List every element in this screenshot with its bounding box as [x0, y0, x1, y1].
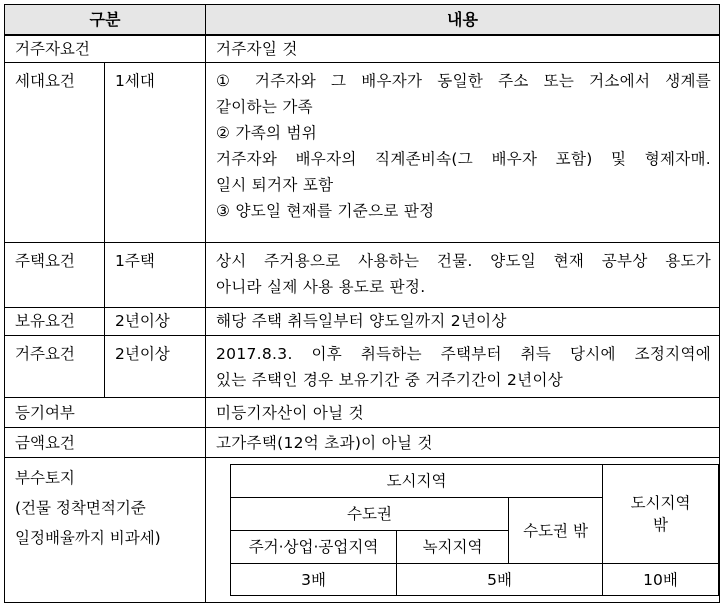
household-line: ② 가족의 범위	[216, 124, 318, 142]
row-residence	[5, 336, 720, 398]
house-sub: 1주택	[105, 243, 206, 308]
residential-zone-header: 주거·상업·공업지역	[231, 531, 397, 564]
header-content: 내용	[206, 5, 720, 36]
resident-content: 거주자일 것	[206, 35, 720, 63]
house-line: 아니라 실제 사용 용도로 판정.	[216, 278, 426, 296]
residence-label: 거주요건	[5, 336, 105, 398]
household-content	[206, 63, 720, 243]
household-label: 세대요건	[5, 63, 105, 243]
registration-label: 등기여부	[5, 398, 206, 428]
residence-line: 2017.8.3. 이후 취득하는 주택부터 취득 당시에 조정지역에	[216, 345, 712, 363]
outside-urban-line: 밖	[653, 516, 669, 534]
house-line: 상시 주거용으로 사용하는 건물. 양도일 현재 공부상 용도가	[216, 252, 712, 270]
household-sub: 1세대	[105, 63, 206, 243]
row-registration	[5, 398, 720, 428]
amount-content: 고가주택(12억 초과)이 아닐 것	[206, 428, 720, 458]
household-line: 같이하는 가족	[216, 98, 313, 116]
holding-label: 보유요건	[5, 308, 105, 336]
outside-urban-header	[603, 465, 719, 564]
row-land	[5, 458, 720, 603]
row-holding	[5, 308, 720, 336]
household-line: ③ 양도일 현재를 기준으로 판정	[216, 202, 435, 220]
residence-line: 있는 주택인 경우 보유기간 중 거주기간이 2년이상	[216, 371, 564, 389]
green-zone-header: 녹지지역	[397, 531, 509, 564]
header-category: 구분	[5, 5, 206, 36]
resident-label: 거주자요건	[5, 35, 206, 63]
registration-content: 미등기자산이 아닐 것	[206, 398, 720, 428]
outside-capital-header: 수도권 밖	[509, 498, 603, 564]
ratio-residential: 3배	[231, 564, 397, 596]
capital-area-header: 수도권	[231, 498, 509, 531]
urban-area-header: 도시지역	[231, 465, 603, 498]
row-household	[5, 63, 720, 243]
land-label-line: (건물 정착면적기준	[15, 499, 146, 517]
ratio-mid: 5배	[397, 564, 603, 596]
row-resident	[5, 35, 720, 63]
tax-requirements-table	[4, 4, 720, 603]
outside-urban-line: 도시지역	[630, 494, 691, 512]
land-label-line: 일정배율까지 비과세)	[15, 529, 161, 547]
land-ratio-table	[230, 464, 719, 596]
household-line: ① 거주자와 그 배우자가 동일한 주소 또는 거소에서 생계를	[216, 72, 712, 90]
household-line: 거주자와 배우자의 직계존비속(그 배우자 포함) 및 형제자매.	[216, 150, 712, 168]
row-house	[5, 243, 720, 308]
house-content	[206, 243, 720, 308]
holding-sub: 2년이상	[105, 308, 206, 336]
residence-content	[206, 336, 720, 398]
amount-label: 금액요건	[5, 428, 206, 458]
holding-content: 해당 주택 취득일부터 양도일까지 2년이상	[206, 308, 720, 336]
residence-sub: 2년이상	[105, 336, 206, 398]
row-amount	[5, 428, 720, 458]
household-line: 일시 퇴거자 포함	[216, 176, 334, 194]
land-content	[206, 458, 720, 603]
land-label-line: 부수토지	[15, 469, 75, 487]
house-label: 주택요건	[5, 243, 105, 308]
ratio-outside-urban: 10배	[603, 564, 719, 596]
header-row	[5, 5, 720, 36]
land-label	[5, 458, 206, 603]
